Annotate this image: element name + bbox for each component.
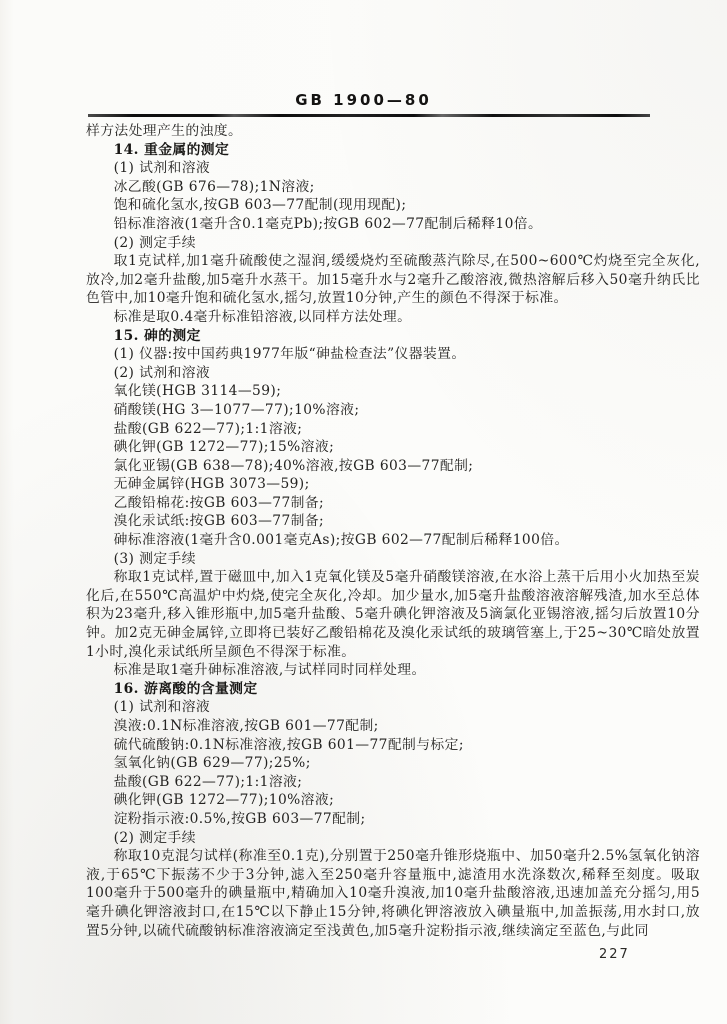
list-line: 溴化汞试纸:按GB 603—77制备;	[113, 513, 325, 530]
list-line: 乙酸铅棉花:按GB 603—77制备;	[113, 494, 325, 511]
list-line: 硝酸镁(HG 3—1077—77);10%溶液;	[113, 401, 360, 418]
list-line: (1) 试剂和溶液	[113, 160, 211, 177]
paragraph: 称取10克混匀试样(称准至0.1克),分别置于250毫升锥形烧瓶中、加50毫升2.5%氢氧化钠溶液,于65℃下振荡不少于3分钟,滤入至250毫升容量瓶中,滤渣用水洗涤数次,稀释至刻度。吸取100毫升于500毫升的碘量瓶中,精确加入10毫升溴液,加10毫升盐酸溶液,迅速加盖充分摇匀,用5毫升碘化钾溶液封口,在15℃以下静止15分钟,将碘化钾溶液放入碘量瓶中,加盖振荡,用水封口,放置5分钟,以硫代硫酸钠标准溶液滴定至浅黄色,加5毫升淀粉指示液,继续滴定至蓝色,与此同	[86, 848, 700, 939]
list-line: 盐酸(GB 622—77);1:1溶液;	[113, 420, 303, 437]
list-line: 氧化镁(HGB 3114—59);	[113, 383, 282, 400]
standard-number: GB 1900—80	[295, 91, 432, 109]
list-line: 冰乙酸(GB 676—78);1N溶液;	[113, 178, 315, 195]
section-heading: 14. 重金属的测定	[113, 141, 230, 158]
list-line: (2) 试剂和溶液	[113, 364, 211, 381]
list-line: 饱和硫化氢水,按GB 603—77配制(现用现配);	[113, 197, 407, 214]
paragraph: 取1克试样,加1毫升硫酸使之湿润,缓缓烧灼至硫酸蒸汽除尽,在500~600℃灼烧至完全灰化,放冷,加2毫升盐酸,加5毫升水蒸干。加15毫升水与2毫升乙酸溶液,微热溶解后移入50毫升纳氏比色管中,加10毫升饱和硫化氢水,摇匀,放置10分钟,产生的颜色不得深于标准。	[86, 253, 700, 307]
list-line: 硫代硫酸钠:0.1N标准溶液,按GB 601—77配制与标定;	[113, 736, 464, 753]
header-rule	[88, 114, 650, 117]
list-line: (1) 仪器:按中国药典1977年版“砷盐检查法”仪器装置。	[113, 346, 466, 363]
section-heading: 15. 砷的测定	[113, 327, 201, 344]
list-line: (2) 测定手续	[113, 829, 196, 846]
paragraph: 标准是取0.4毫升标准铅溶液,以同样方法处理。	[113, 308, 412, 325]
list-line: 碘化钾(GB 1272—77);10%溶液;	[113, 792, 335, 809]
list-line: (2) 测定手续	[113, 234, 196, 251]
list-line: 氯化亚锡(GB 638—78);40%溶液,按GB 603—77配制;	[113, 457, 474, 474]
list-line: 砷标准溶液(1毫升含0.001毫克As);按GB 602—77配制后稀释100倍。	[113, 532, 569, 549]
list-line: (3) 测定手续	[113, 550, 196, 567]
list-line: 淀粉指示液:0.5%,按GB 603—77配制;	[113, 810, 366, 827]
list-line: 氢氧化钠(GB 629—77);25%;	[113, 755, 311, 772]
list-line: 碘化钾(GB 1272—77);15%溶液;	[113, 439, 335, 456]
list-line: 无砷金属锌(HGB 3073—59);	[113, 476, 310, 493]
list-line: 溴液:0.1N标准溶液,按GB 601—77配制;	[113, 718, 379, 734]
paragraph: 标准是取1毫升砷标准溶液,与试样同时同样处理。	[113, 662, 426, 679]
paragraph: 称取1克试样,置于磁皿中,加入1克氧化镁及5毫升硝酸镁溶液,在水浴上蒸干后用小火加热至炭化后,在550℃高温炉中灼烧,使完全灰化,冷却。加少量水,加5毫升盐酸溶液溶解残渣,加水至总体积为23毫升,移入锥形瓶中,加5毫升盐酸、5毫升碘化钾溶液及5滴氯化亚锡溶液,摇匀后放置10分钟。加2克无砷金属锌,立即将已装好乙酸铅棉花及溴化汞试纸的玻璃管塞上,于25~30℃暗处放置1小时,溴化汞试纸所呈颜色不得深于标准。	[86, 569, 700, 660]
document-body	[86, 122, 700, 940]
page-number: 227	[599, 947, 630, 962]
section-heading: 16. 游离酸的含量测定	[113, 680, 258, 697]
list-line: (1) 试剂和溶液	[113, 699, 211, 716]
list-line: 铅标准溶液(1毫升含0.1毫克Pb);按GB 602—77配制后稀释10倍。	[113, 215, 543, 232]
list-line: 盐酸(GB 622—77);1:1溶液;	[113, 773, 303, 790]
continuation-line: 样方法处理产生的浊度。	[86, 123, 243, 139]
